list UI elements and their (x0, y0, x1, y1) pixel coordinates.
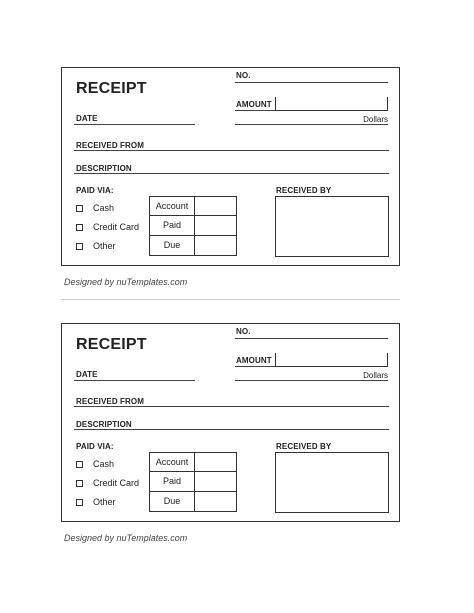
no-label: NO. (236, 71, 251, 80)
method-label: Cash (93, 459, 115, 469)
method-cash[interactable] (76, 203, 114, 213)
amount-field[interactable] (275, 353, 388, 367)
checkbox[interactable] (76, 480, 83, 487)
amount-words-field[interactable] (235, 124, 388, 125)
method-label: Credit Card (93, 222, 140, 232)
received-from-label: RECEIVED FROM (76, 397, 144, 406)
paid-via-label: PAID VIA: (76, 442, 114, 451)
amount-label: AMOUNT (236, 356, 272, 365)
checkbox[interactable] (76, 461, 83, 468)
account-row-label: Account (150, 197, 195, 216)
method-other[interactable] (76, 497, 116, 507)
description-label: DESCRIPTION (76, 164, 132, 173)
description-field[interactable] (74, 173, 389, 174)
method-other[interactable] (76, 241, 116, 251)
no-field[interactable] (235, 82, 388, 83)
account-table (149, 452, 237, 512)
receipt-form (61, 67, 400, 266)
account-table (149, 196, 237, 256)
received-from-label: RECEIVED FROM (76, 141, 144, 150)
amount-label: AMOUNT (236, 100, 272, 109)
received-by-label: RECEIVED BY (276, 186, 332, 195)
account-value-field[interactable] (195, 197, 236, 216)
date-field[interactable] (74, 380, 195, 381)
received-by-field[interactable] (275, 452, 389, 513)
method-label: Other (93, 241, 116, 251)
receipt-title: RECEIPT (76, 336, 147, 353)
method-cash[interactable] (76, 459, 114, 469)
checkbox[interactable] (76, 205, 83, 212)
paid-value-field[interactable] (195, 472, 236, 491)
dollars-label: Dollars (363, 371, 388, 380)
divider (61, 299, 400, 300)
amount-underline (235, 110, 275, 111)
method-label: Cash (93, 203, 115, 213)
due-row-label: Due (150, 236, 195, 255)
no-label: NO. (236, 327, 251, 336)
received-by-field[interactable] (275, 196, 389, 257)
designer-credit: Designed by nuTemplates.com (64, 533, 188, 543)
paid-row-label: Paid (150, 472, 195, 491)
description-field[interactable] (74, 429, 389, 430)
amount-field[interactable] (275, 97, 388, 111)
paid-via-label: PAID VIA: (76, 186, 114, 195)
checkbox[interactable] (76, 224, 83, 231)
received-from-field[interactable] (74, 150, 389, 151)
dollars-label: Dollars (363, 115, 388, 124)
due-row-label: Due (150, 492, 195, 511)
account-row-label: Account (150, 453, 195, 472)
method-credit-card[interactable] (76, 222, 139, 232)
checkbox[interactable] (76, 243, 83, 250)
received-from-field[interactable] (74, 406, 389, 407)
checkbox[interactable] (76, 499, 83, 506)
paid-row-label: Paid (150, 216, 195, 235)
receipt-title: RECEIPT (76, 80, 147, 97)
method-label: Other (93, 497, 116, 507)
description-label: DESCRIPTION (76, 420, 132, 429)
amount-words-field[interactable] (235, 380, 388, 381)
date-field[interactable] (74, 124, 195, 125)
amount-underline (235, 366, 275, 367)
date-label: DATE (76, 114, 98, 123)
method-credit-card[interactable] (76, 478, 139, 488)
date-label: DATE (76, 370, 98, 379)
account-value-field[interactable] (195, 453, 236, 472)
receipt-form (61, 323, 400, 522)
due-value-field[interactable] (195, 492, 236, 511)
method-label: Credit Card (93, 478, 140, 488)
received-by-label: RECEIVED BY (276, 442, 332, 451)
designer-credit: Designed by nuTemplates.com (64, 277, 188, 287)
due-value-field[interactable] (195, 236, 236, 255)
no-field[interactable] (235, 338, 388, 339)
paid-value-field[interactable] (195, 216, 236, 235)
